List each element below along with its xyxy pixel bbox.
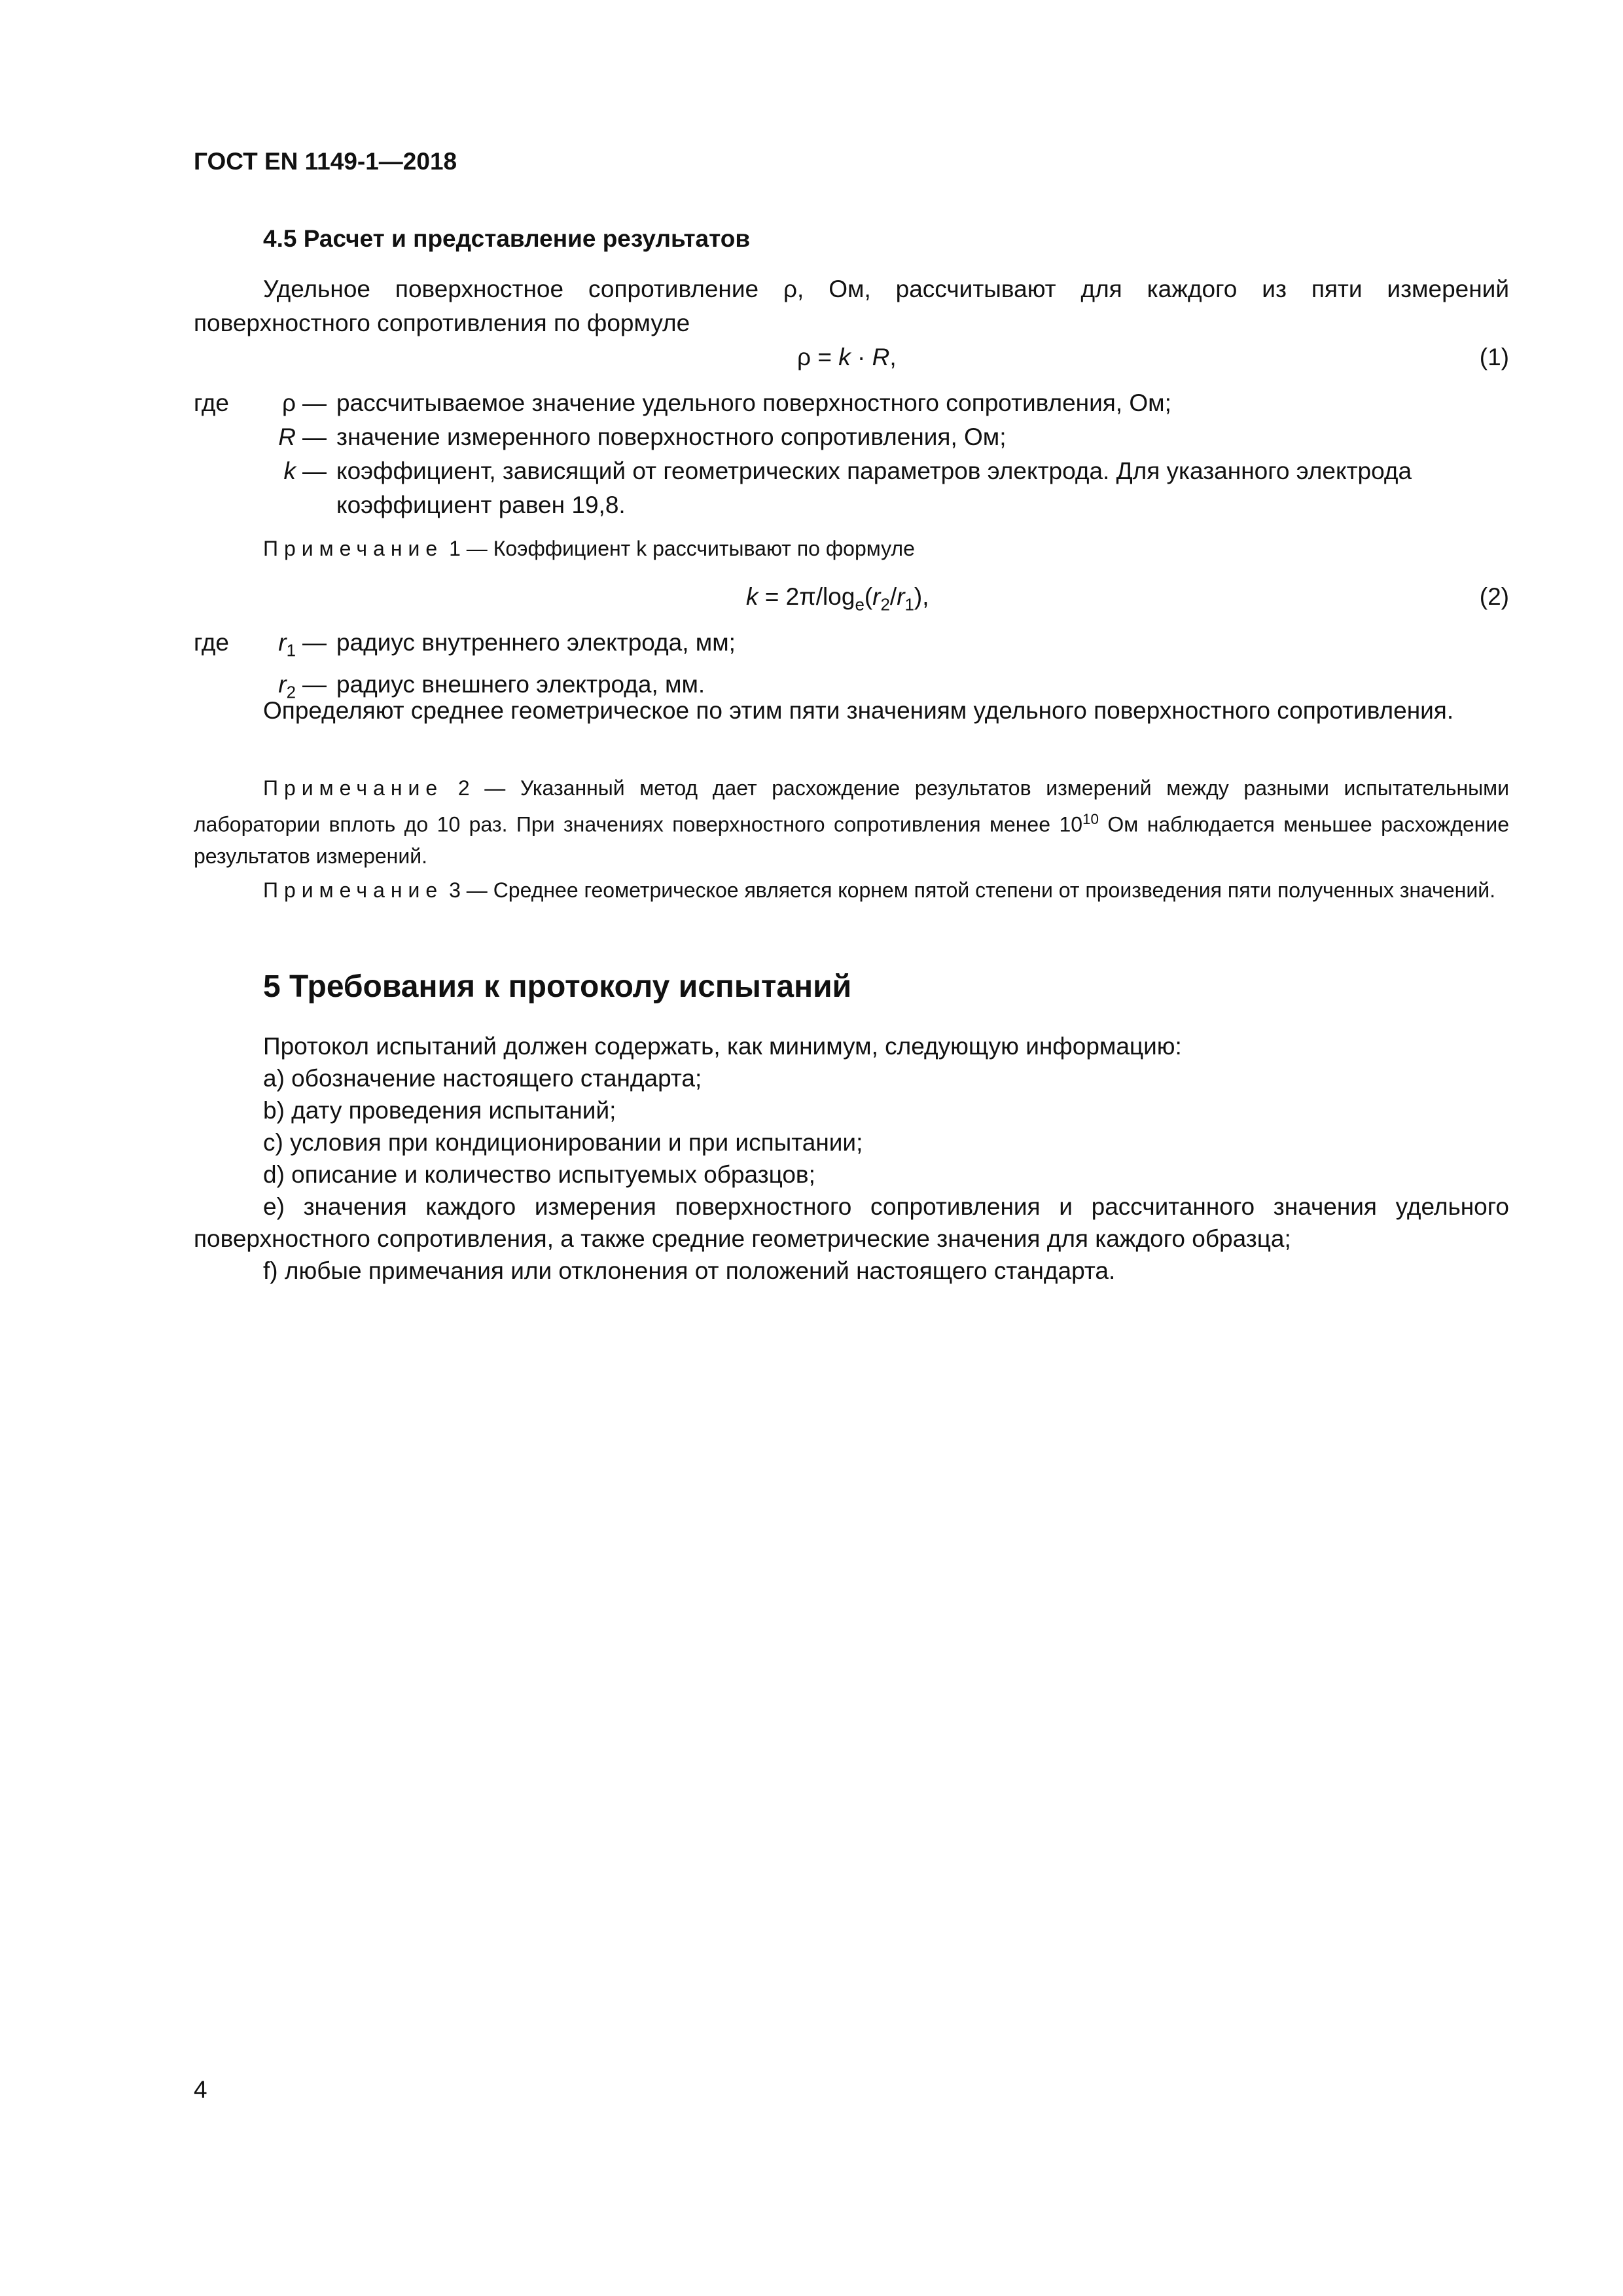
definition-row: [194, 454, 1509, 522]
formula-1-number: (1): [1479, 344, 1509, 370]
list-item: f) любые примечания или отклонения от положений настоящего стандарта.: [263, 1257, 1116, 1284]
note-label: Примечание: [263, 537, 444, 560]
definition-term: R: [278, 423, 296, 450]
definition-term: k: [283, 457, 296, 484]
definition-dash: —: [302, 389, 327, 416]
note-label: Примечание: [263, 776, 444, 800]
formula-1: ρ = k · R,: [797, 344, 897, 370]
section-5-list: [194, 1030, 1509, 1287]
note-label: Примечание: [263, 878, 444, 902]
formula-2-number: (2): [1479, 583, 1509, 610]
definition-text: коэффициент, зависящий от геометрических параметров электрода. Для указанного электрода коэффициент равен 19,8.: [336, 457, 1412, 518]
list-item: a) обозначение настоящего стандарта;: [263, 1065, 702, 1092]
definition-text: радиус внешнего электрода, мм.: [336, 671, 705, 698]
section-5-intro: Протокол испытаний должен содержать, как минимум, следующую информацию:: [263, 1033, 1182, 1060]
definition-term: ρ: [281, 389, 296, 416]
definition-dash: —: [302, 629, 327, 656]
definition-text: значение измеренного поверхностного сопротивления, Ом;: [336, 423, 1007, 450]
list-item: d) описание и количество испытуемых образцов;: [263, 1161, 815, 1188]
definitions-1: [194, 386, 1509, 522]
note-superscript: 10: [1082, 811, 1099, 827]
definition-text: радиус внутреннего электрода, мм;: [336, 629, 736, 656]
note-text: 3 — Среднее геометрическое является корнем пятой степени от произведения пяти полученных значений.: [449, 878, 1495, 902]
definition-term: $r_2$: [278, 671, 296, 702]
where-label: где: [194, 389, 230, 416]
definition-row: [194, 420, 1509, 454]
definition-dash: —: [302, 457, 327, 484]
note-text-cont: Ом наблюдается меньшее расхождение результатов измерений.: [194, 812, 1510, 868]
definition-dash: —: [302, 671, 327, 698]
page-number: 4: [194, 2076, 207, 2103]
definition-dash: —: [302, 423, 327, 450]
section-5-title: 5 Требования к протоколу испытаний: [263, 969, 852, 1004]
note-text: 2 — Указанный метод дает расхождение результатов измерений между разными испытательными лаборатории вплоть до 10 раз. При значениях поверхностного сопротивления менее 10: [194, 776, 1509, 836]
definition-row: [194, 386, 1509, 420]
definition-term: $r_1$: [278, 629, 296, 660]
where-label: где: [194, 629, 230, 656]
definition-row: [194, 626, 1509, 668]
definition-text: рассчитываемое значение удельного поверхностного сопротивления, Ом;: [336, 389, 1171, 416]
note-text: 1 — Коэффициент k рассчитывают по формуле: [449, 537, 915, 560]
list-item: c) условия при кондиционировании и при испытании;: [263, 1129, 863, 1156]
formula-2: $k = 2\pi/\log_e(r_2/r_1)$,: [746, 583, 929, 615]
note-3: [194, 874, 1509, 906]
note-2: [194, 772, 1509, 872]
list-item: b) дату проведения испытаний;: [263, 1097, 616, 1124]
geometric-mean-paragraph: Определяют среднее геометрическое по этим пяти значениям удельного поверхностного сопротивления.: [263, 697, 1454, 724]
section-4-5-intro: Удельное поверхностное сопротивление ρ, Ом, рассчитывают для каждого из пяти измерений поверхностного сопротивления по формуле: [194, 276, 1509, 336]
document-header: ГОСТ EN 1149-1—2018: [194, 148, 457, 175]
section-4-5-title: 4.5 Расчет и представление результатов: [263, 225, 751, 252]
note-1: [194, 533, 1509, 564]
list-item: e) значения каждого измерения поверхностного сопротивления и рассчитанного значения удельного поверхностного сопротивления, а также средние геометрические значения для каждого образца;: [194, 1193, 1509, 1252]
